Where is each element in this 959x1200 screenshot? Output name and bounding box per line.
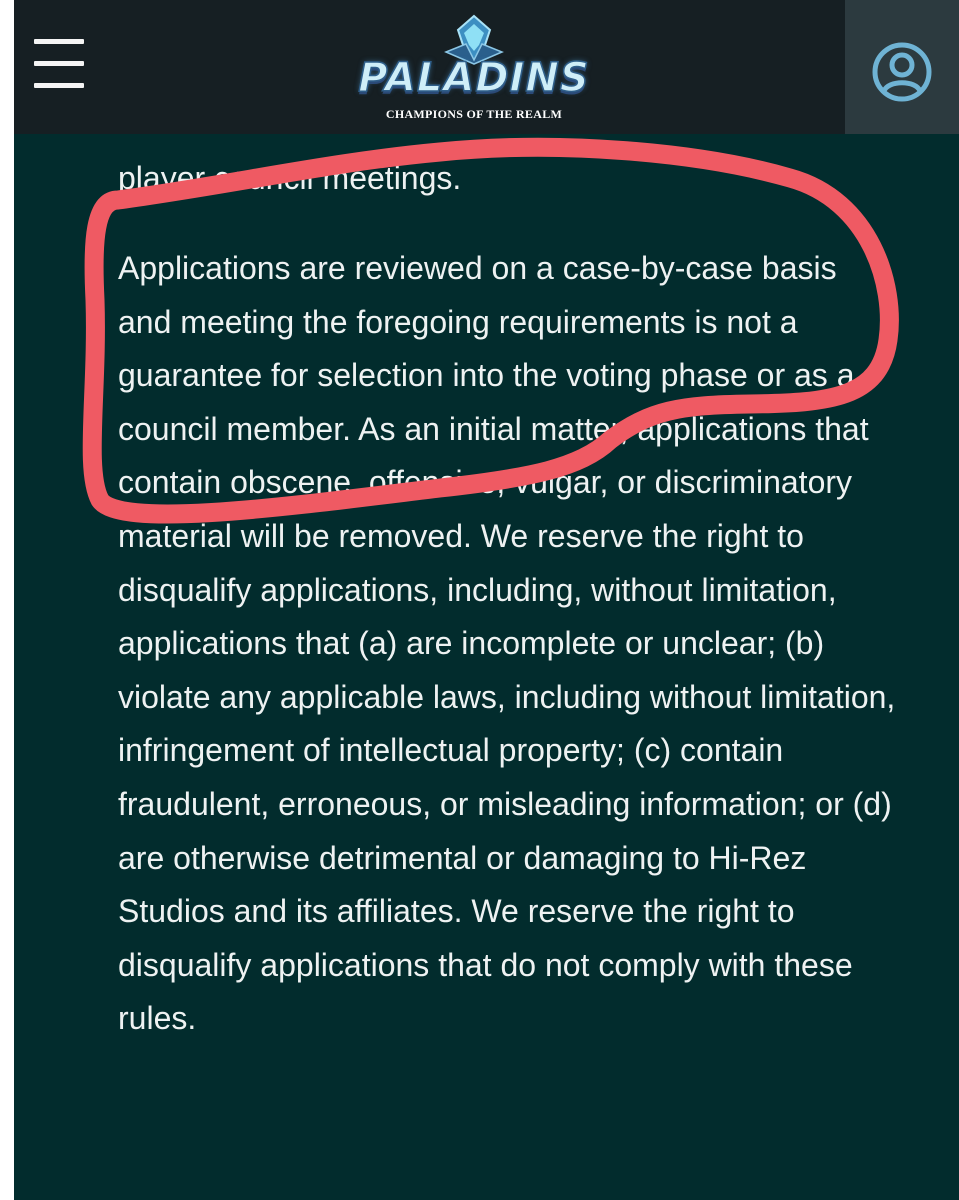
mobile-page xyxy=(14,0,959,1200)
menu-bar-middle xyxy=(34,61,84,66)
paragraph-partial: player council meetings. xyxy=(118,160,462,196)
menu-bar-bottom xyxy=(34,83,84,88)
logo-tagline: CHAMPIONS OF THE REALM xyxy=(385,107,563,121)
user-account-icon xyxy=(870,40,934,104)
logo-wordmark: PALADINS xyxy=(358,55,590,101)
hamburger-menu-icon[interactable] xyxy=(26,30,96,100)
menu-bar-top xyxy=(34,39,84,44)
site-header xyxy=(14,0,959,134)
paragraph-applications: Applications are reviewed on a case-by-case basis and meeting the foregoing requirements is not a guarantee for selection into the voting phase or as a council member. As an initial matter, applications that contain obscene, offensive, vulgar, or discriminatory material will be removed. We reserve the right to disqualify applications, including, without limitation, applications that (a) are incomplete or unclear; (b) violate any applicable laws, including without limitation, infringement of intellectual property; (c) contain fraudulent, erroneous, or misleading information; or (d) are otherwise detrimental or damaging to Hi-Rez Studios and its affiliates. We reserve the right to disqualify applications that do not comply with these rules. xyxy=(118,250,896,1037)
account-button[interactable] xyxy=(845,0,959,134)
paladins-logo[interactable] xyxy=(344,14,604,128)
